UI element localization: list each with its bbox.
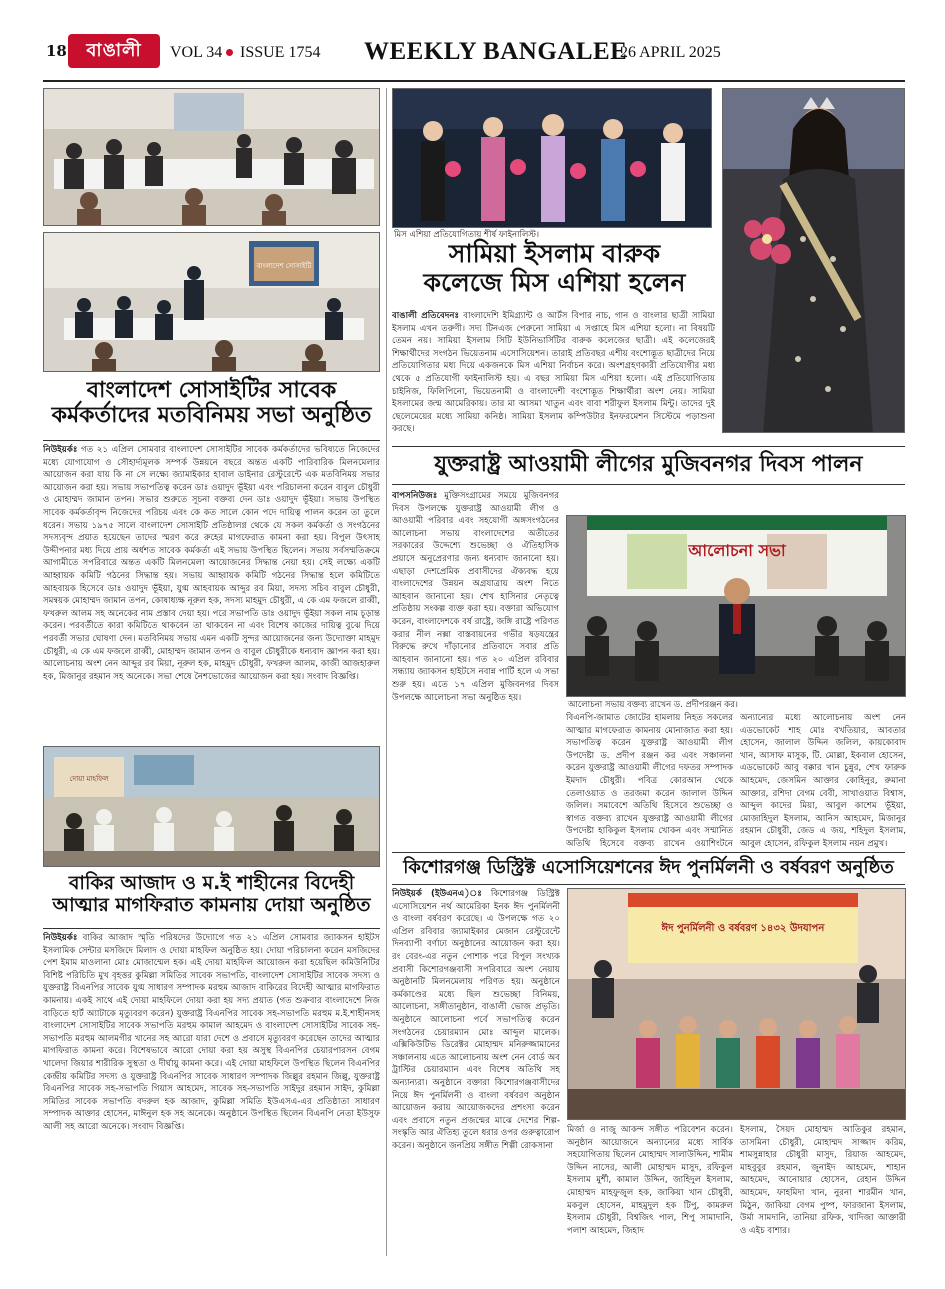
baki-text: বাকির আজাদ স্মৃতি পরিষদের উদ্যোগে গত ২১ এপ্রিল সোমবার জ্যাকসন হাইটস ইসলামিক সেন্টার মসজিদে মিলাদ ও দোয়া মাহফিল অনুষ্ঠিত হয়। দোয়া পরিচালনা করেন মসজিদের পেশ ইমাম মাওলানা মোঃ মোজাম্মেল হক। এই দোয়া মাহফিল আয়োজন করা হয়েছিল কমিউনিটির বিশিষ্ট পরিচিতি মুখ বৃহত্তর কুমিল্লা সমিতির সাবেক সভাপতি, বাংলাদেশ সোসাইটির সাবেক সদস্য ও যুক্তরাষ্ট্র বিএনপির সাবেক যুগ্ম সাধারণ সম্পাদক মরহুম আজাদ বাকিরের বিদেহী আত্মার মাগফিরাত কামনায়। একই সাথে এই দোয়া মাহফিলে দোয়া করা হয় সদ্য প্রয়াত (গত শুক্রবার বাংলাদেশে নিজ বাড়িতে হার্ট অ্যাটাকে মৃত্যুবরণ করেন) যুক্তরাষ্ট্র বিএনপির সাবেক সহ-সভাপতি মরহুম ম.ই.শাহীনসহ বাংলাদেশ সোসাইটির সাবেক সভাপতি মরহুম কামাল আহমেদ ও বাংলাদেশ সোসাইটির সাবেক সহ-সভাপতি মরহুম আলমগীর খানের সহ আরো যারা দেশে ও প্রবাসে মৃত্যুবরণ করেছেন তাদের আত্মার মাগফিরাত কামনা করে। বিশেষভাবে আরো দোয়া করা হয় অসুস্থ বিএনপির চেয়ারপারসন বেগম খালেদা জিয়ার শারীরিক সুস্থতা ও দীর্ঘায়ু কামনা করে। এই দোয়া মাহফিলে উপস্থিত ছিলেন বিএনপির কেন্দ্রীয় কমিটির সদস্য ও যুক্তরাষ্ট্র বিএনপির সাবেক সাধারণ সম্পাদক জিল্লুর রহমান জিল্লু, যুক্তরাষ্ট্র বিএনপির সাবেক সহ-সভাপতি গিয়াস আহমেদ, সাবেক সহ-সভাপতি সাইদুর রহমান সাইদ, কুমিল্লা সমিতির সাবেক সভাপতি বদরুল হক আজাদ, কুমিল্লা সমিতি ইউএসএ-এর প্রতিষ্ঠাতা সাধারণ সম্পাদক আক্তার হোসেন, মাঈনুল হক সহ অনেকে। অনুষ্ঠানে উপস্থিত ছিলেন বিএনপি নেতা ইউসুফ আলী সহ আরো অনেকে। সংবাদ বিজ্ঞপ্তি। — [43, 933, 380, 1132]
issue-date: 26 APRIL 2025 — [620, 44, 721, 61]
separator-dot-icon — [226, 49, 233, 56]
awami-article-col2 — [566, 490, 733, 515]
awami-photo-caption: আলোচনা সভায় বক্তব্য রাখেন ড. প্রদীপরঞ্জন কর। — [568, 700, 738, 710]
kishoreganj-text-col1: কিশোরগঞ্জ ডিস্ট্রিক্ট এসোসিয়েশন নর্থ আমেরিকা ইনক ঈদ পুনর্মিলনী ও বাংলা বর্ষবরণ করেছে। এ উপলক্ষে গত ২০ এপ্রিল রবিবার জ্যামাইকার মেজান রেস্টুরেন্টে দিনব্যাপী বর্ণাঢ্য অনুষ্ঠানের আয়োজন করা হয়। রং বেরং-এর নতুন পোশাক পরে বিপুল সংখ্যক প্রবাসী কিশোরগঞ্জবাসী সপরিবারে অংশ নেয়ায় অনুষ্ঠানটি মিলনমেলায় পরিণত হয়। অনুষ্ঠানে কর্মকাণ্ডের মধ্যে ছিল শুভেচ্ছা বিনিময়, আলোচনা, সঙ্গীতানুষ্ঠান, বাঙালী ভোজ প্রভৃতি। অনুষ্ঠানে আলোচনা পর্বে সভাপতিত্ব করেন সংগঠনের চেয়ারম্যান মোঃ আব্দুল মালেক। এক্সিকিউটিভ ডিরেক্টর মোহাম্মদ মনিরুজ্জামানের সঞ্চালনায় এতে আলোচনায় অংশ নেন বোর্ড অব ট্রাস্টির চেয়ারম্যান এবং বিশেষ অতিথি সহ অন্যান্যরা। অনুষ্ঠানে বক্তারা কিশোরগঞ্জবাসীদের নিয়ে ঈদ পুনর্মিলনী ও বাংলা বর্ষবরণ অনুষ্ঠান আয়োজন করায় আয়োজকদের প্রশংসা করেন এবং প্রবাসে নতুন প্রজন্মের মাঝে দেশের শিল্প-সংস্কৃতি আর ঐতিহ্য তুলে ধরার ওপর গুরুত্বারোপ করেন। অনুষ্ঠানে জনপ্রিয় সঙ্গীত শিল্পী রোকসানা — [392, 889, 560, 1151]
newspaper-logo: বাঙালী — [68, 34, 160, 68]
baki-headline — [43, 873, 380, 917]
baki-headline-line1: বাকির আজাদ ও ম.ই শাহীনের বিদেহী — [68, 872, 355, 894]
miss-asia-article-body — [392, 310, 715, 438]
awami-banner-text: আলোচনা সভা — [688, 541, 786, 560]
kishoreganj-top-rule — [392, 852, 905, 853]
kishoreganj-event-photo — [567, 888, 906, 1120]
society-headline-line1: বাংলাদেশ সোসাইটির সাবেক — [86, 378, 337, 403]
awami-bottom-rule — [392, 484, 905, 485]
baki-byline: নিউইয়র্কঃ — [43, 933, 78, 943]
page-number: 18 — [46, 42, 67, 60]
doa-mahfil-photo — [43, 746, 380, 867]
society-meeting-photo-1 — [43, 88, 380, 226]
kishoreganj-bottom-rule — [392, 884, 905, 885]
society-headline-line2: কর্মকর্তাদের মতবিনিময় সভা অনুষ্ঠিত — [51, 403, 372, 429]
miss-asia-headline-line2: কলেজে মিস এশিয়া হলেন — [423, 267, 686, 297]
kishoreganj-article-col3 — [740, 1124, 906, 1258]
society-banner: বাংলাদেশ সোসাইটি — [256, 262, 312, 270]
masthead-rule — [43, 80, 905, 82]
kishoreganj-text-col2: মির্জা ও নাজু আকন্দ সঙ্গীত পরিবেশন করেন। অনুষ্ঠান আয়োজনে অন্যান্যের মধ্যে সার্বিক সহযোগিতায় ছিলেন মোহাম্মদ সালাউদ্দিন, শামীম উদ্দিন নাসের, আলী মোহাম্মদ মাসুদ, রফিকুল ইসলাম মুর্শী, কামাল উদ্দিন, জাহিদুল ইসলাম, মোহাম্মদ মাহফুজুল হক, জাকিয়া খান চৌধুরী, মকবুল হোসেন, মাহমুদুল হক টিপু, কামরুল ইসলাম চৌধুরী, বিশ্বজিৎ পাল, শিপু সামাদানি, পলাশ আহমেদ, জিহাদ — [567, 1125, 733, 1236]
baki-article-body — [43, 932, 380, 1252]
society-meeting-photo-2 — [43, 232, 380, 372]
baki-rule — [43, 928, 380, 929]
awami-discussion-photo — [566, 515, 906, 697]
miss-asia-text: বাংলাদেশি ইমিগ্র্যান্ট ও আর্টস বিপার নাচ, গান ও বাংলার ছাত্রী সামিয়া ইসলাম এখন তরুণী। সদ্য টিনএজ পেরুনো সামিয়া এ সপ্তাহে মিস এশিয়া হলো। না বিষয়টি তেমন নয়। সামিয়া ইসলাম সিটি ইউনিভার্সিটির বারুক কলেজের ছাত্রী। এই কলেজেরই শিক্ষার্থীদের সংগঠন ভিয়েতনাম এসোসিয়েশন। তারাই প্রতিবছর এশীয় বংশোদ্ভূত ছাত্রীদের নিয়ে প্রতিযোগিতার মধ্য দিয়ে একজনকে মিস এশিয়া নির্বাচন করে। অংশগ্রহণকারী প্রতিযোগীর মধ্য থেকে ৫ প্রতিযোগী ফাইনালিস্ট হয়। এ বছর সামিয়া মিস এশিয়া হলো। এই প্রতিযোগিতায় চাইনিজ, ফিলিপিনো, ভিয়েতনামী ও বাংলাদেশী বংশোদ্ভূত শিক্ষার্থীরা অংশ নেয়। সামিয়া ইসলামের জন্ম আমেরিকায়। তার মা আসমা খাতুন এবং বাবা শরীফুল ইসলাম মিন্টু। তাদের দুই ছেলেমেয়ের মধ্যে সামিয়া কনিষ্ঠ। সামিয়া ইসলাম কম্পিউটার ইনফরমেশন সিস্টেমে পড়াশুনা করছে। — [392, 311, 715, 435]
issue-label: ISSUE 1754 — [240, 44, 321, 61]
miss-asia-byline: বাঙালী প্রতিবেদনঃ — [392, 311, 460, 321]
awami-article-col1 — [392, 490, 559, 848]
masthead — [0, 0, 945, 84]
society-byline: নিউইয়র্কঃ — [43, 445, 78, 455]
paper-name: WEEKLY BANGALEE — [364, 38, 628, 65]
miss-asia-finalists-photo — [392, 88, 712, 228]
awami-text-col1: মুক্তিসংগ্রামের সময়ে মুজিবনগর দিবস উপলক্ষে যুক্তরাষ্ট্র আওয়ামী লীগ ও আওয়ামী পরিবার এবং সহযোগী অঙ্গসংগঠনের আলোচনা সভায় বাংলাদেশের অতীতের সরকারের উদ্দেশ্যে শুভেচ্ছা ও ঐতিহাসিক প্রয়াসে অনুপ্রেরণার জন্য ধন্যবাদ জানানো হয়। এছাড়া দেশপ্রেমিক প্রবাসীদের ঐক্যবদ্ধ হয়ে বাংলাদেশের উন্নয়ন অগ্রযাত্রায় অংশ নিতে আহবান জানানো হয়। শেখ হাসিনার নেতৃত্বে প্রতিষ্ঠায় সংকল্প ব্যক্ত করা হয়। বক্তারা অভিযোগ করেন, বাংলাদেশকে বর্ষ রাষ্ট্রে, জঙ্গি রাষ্ট্রে পরিণত করার নীল নক্সা বাস্তবায়নের গভীর ষড়যন্ত্রের বিরুদ্ধে রুখে দাঁড়ানোর প্রতিবাদে সবার প্রতি আহবান জানানো হয়। গত ২০ এপ্রিল রবিবার সন্ধ্যায় জ্যাকসন হাইটসে নবান্ন পার্টি হলে এ সভা শুরু হয়। এতে ১৭ এপ্রিল মুজিবনগর দিবস উপলক্ষে আলোচনা সভা অনুষ্ঠিত হয়। — [392, 491, 559, 703]
awami-headline: যুক্তরাষ্ট্র আওয়ামী লীগের মুজিবনগর দিবস পালন — [434, 452, 863, 477]
baki-headline-line2: আত্মার মাগফিরাত কামনায় দোয়া অনুষ্ঠিত — [52, 893, 371, 916]
awami-text-col3: অন্যান্যের মধ্যে আলোচনায় অংশ নেন এডভোকেট শাহ মোঃ বখতিয়ার, আবতার হোসেন, জালাল উদ্দিন জলিল, কায়কোবাদ খান, আসাফ মাসুক, টি. মোল্লা, ইকবাল হোসেন, এডভোকেট আবু বক্কার খান চুন্নুর, শেখ ফারুক আহমেদ, জেসমিন আক্তার কোহিনুর, রুমানা আক্তার, রশিদা বেগম বেবী, সাখাওয়াত বিশ্বাস, আব্দুল কাদের মিয়া, আবুল কাশেম ভূঁইয়া, মোজাহিদুল ইসলাম, আনিস আহমেদ, মিজানুর রহমান চৌধুরী, জেড এ জয়, শহিদুল ইসলাম, আবুল হোসেন, রফিকুল ইসলাম নয়ন প্রমুখ। — [740, 713, 906, 849]
samiya-islam-portrait — [722, 88, 905, 433]
kishoreganj-article-col2 — [567, 1124, 733, 1258]
miss-asia-headline-line1: সামিয়া ইসলাম বারুক — [448, 239, 661, 268]
doa-banner: দোয়া মাহফিল — [69, 775, 109, 783]
column-divider-left — [386, 88, 387, 1256]
awami-text-col2: বিএনপি-জামাত জোটের হামলায় নিহত সকলের আত্মার মাগফেরাত কামনায় মোনাজাত করা হয়। সভাপতিত্ব করেন যুক্তরাষ্ট্র আওয়ামী লীগ উপদেষ্টা ড. প্রদীপ রঞ্জন কর এবং সঞ্চালনা করেন যুক্তরাষ্ট্র আওয়ামী লীগের দফতর সম্পাদক ইমদাদ চৌধুরী। পবিত্র কোরআন থেকে তেলাওয়াত ও তরজমা করেন জালাল উদ্দিন জলিল। সমাবেশে অতিথি হিসেবে শুভেচ্ছা ও স্বাগত বক্তব্য রাখেন যুক্তরাষ্ট্র আওয়ামী লীগের উপদেষ্টা হাকিকুল ইসলাম খোকন এবং সম্মানিত অতিথি হিসেবে বক্তব্য রাখেন ওয়াশিংটনে — [566, 713, 733, 849]
miss-asia-photo-caption: মিস এশিয়া প্রতিযোগিতায় শীর্ষ ফাইনালিস্ট। — [394, 230, 540, 240]
kishoreganj-text-col3: ইসলাম, সৈয়দ মোহাম্মদ আতিকুর রহমান, তাসমিনা চৌধুরী, মোহাম্মদ সাজ্জাদ করিম, শামসুন্নাহার চৌধুরী মাসুদ, রিয়াজ আহমেদ, মাহবুবুর রহমান, জুনাইদ আহমেদ, শাহান আহমেদ, আনোয়ার হোসেন, রেহান উদ্দিন আহমেদ, ফাহমিদা খান, নুরনা শারমীন খান, মিঠুন, জাকিয়া বেগম পুষ্প, ফারজানা ইসলাম, উর্মা সামদানি, তানিয়া রফিক, খাদিজা আক্তারী ও এইচ বাশার। — [740, 1125, 906, 1236]
kishoreganj-article-col1 — [392, 888, 560, 1258]
awami-byline: বাপসনিউজঃ — [392, 491, 438, 501]
kishoreganj-byline: নিউইয়র্ক (ইউএনএ)ঃ — [392, 889, 482, 899]
awami-article-col3 — [740, 712, 906, 850]
society-headline — [43, 378, 380, 429]
volume-label: VOL 34 — [170, 44, 223, 61]
miss-asia-headline — [392, 240, 717, 298]
awami-article-col2-body — [566, 712, 733, 850]
awami-top-rule — [392, 446, 905, 447]
kishoreganj-headline: কিশোরগঞ্জ ডিস্ট্রিক্ট এসোসিয়েশনের ঈদ পুনর্মিলনী ও বর্ষবরণ অনুষ্ঠিত — [403, 857, 894, 878]
society-article-body — [43, 444, 380, 736]
society-rule — [43, 440, 380, 441]
kishoreganj-banner-text: ঈদ পুনর্মিলনী ও বর্ষবরণ ১৪৩২ উদযাপন — [661, 923, 825, 934]
society-text: গত ২১ এপ্রিল সোমবার বাংলাদেশ সোসাইটির সাবেক কর্মকর্তাদের ভবিষ্যতে নিজেদের মধ্যে যোগাযোগ ও সৌহার্দ্যমূলক সম্পর্ক উন্নয়নে বছরে অন্তত একটি পারিবারিক মিলনমেলার আয়োজন করা যায় কি না সে লক্ষ্যে জ্যামাইকার হাবাল ডাইনার রেস্টুরেন্টে এক মতবিনিময় সভার আয়োজন করা হয়। সভায় সভাপতিত্ব করেন ডাঃ ওয়াদুদ ভূঁইয়া এবং পরিচালনা করেন বাবুল চৌধুরী ও মোহাম্মদ জামান তপন। সভার শুরুতে সূচনা বক্তব্য দেন ডাঃ ওয়াদুদ ভূঁইয়া। সভায় উপস্থিত সাবেক কর্মকর্তাবৃন্দ নিজেদের পরিচয় এবং কে কত সালে কোন পদে দায়িত্ব পালন করেন তা তুলে ধরেন। সভায় ১৯৭৫ সালে বাংলাদেশ সোসাইটি প্রতিষ্ঠালগ্ন থেকে যে সকল কর্মকর্তা ও সংগঠনের সদস্যবৃন্দ প্রয়াত হয়েছেন তাদের স্মরণ করে রুহের মাগফেরাত কামনা করা হয়। বিপুল উৎসাহ উদ্দীপনার মধ্য দিয়ে প্রায় অর্ধশত সাবেক কর্মকর্তা এই সভায় উপস্থিত ছিলেন। সভায় সর্বসম্মতিক্রমে আগামীতে সপরিবারে অন্তত একটি মিলনমেলা আয়োজনের সিদ্ধান্ত নেয়া হয়। সেই লক্ষ্যে একটি আহ্বায়ক কমিটি গঠনের সিদ্ধান্ত হয়। সভায় আহ্বায়ক কমিটি গঠনের সিদ্ধান্ত হলে কমিটিতে আহবায়ক হিসেবে ডাঃ ওয়াদুদ ভূঁইয়া, যুগ্ম আহবায়ক আব্দুর রব মিয়া, সদস্য সচিব বাবুল চৌধুরী, সমন্বয়ক মোহাম্মদ জামান তপন, কোষাধ্যক্ষ নূরুল হক, সদস্য মাহমুদ চৌধুরী, এ কে এম ফজলে রাব্বী, ফখরুল আলম সহ অনেকের নাম প্রস্তাব দেয়া হয়। পরে সভাপতি ডাঃ ওয়াদুদ ভূঁইয়া সকল নাম চূড়ান্ত করেন। পরবর্তীতে কারা কমিটিতে থাকবেন তা থাকবেন না এবং বিশেষ কাজের দায়িত্ব বুঝে দিয়ে পরবর্তী সভার ঘোষণা দেন। মতবিনিময় সভায় এমন একটি সুন্দর আয়োজনের জন্য উদ্যোক্তা মাহমুদ চৌধুরী, এ কে এম ফজলে রাব্বী, মোহাম্মদ জামান তপন ও বাবুল চৌধুরীকে ধন্যবাদ জ্ঞাপন করা হয়। আলোচনায় অংশ নেন আব্দুর রব মিয়া, নূরুল হক, মাহমুদ চৌধুরী, ফখরুল আলম, কাজী আজহারুল হক, মিজানুর রহমান সহ অনেকে। সভা শেষে নৈশভোজের আয়োজন করা হয়। সংবাদ বিজ্ঞপ্তি। — [43, 445, 380, 682]
